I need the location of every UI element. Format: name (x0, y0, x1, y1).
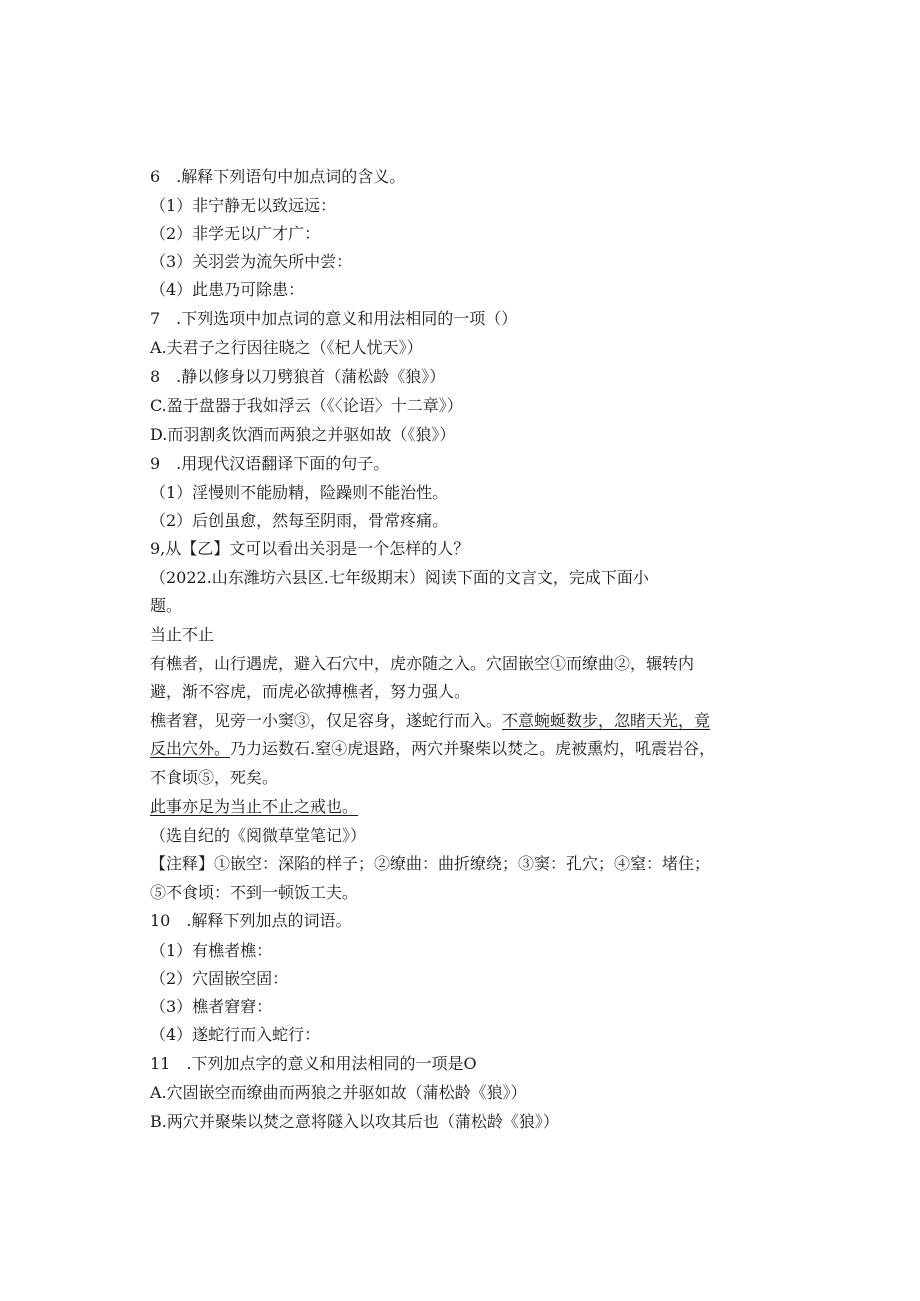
question-7: 7 .下列选项中加点词的意义和用法相同的一项（） (150, 309, 518, 328)
paragraph-1-line-2: 避，渐不容虎，而虎必欲搏樵者，努力强人。 (150, 682, 471, 701)
question-8-option-d: D.而羽割炙饮酒而两狼之并驱如故（《狼》） (150, 425, 456, 444)
question-10-item-3: （3）樵者窘窘： (150, 997, 273, 1016)
paragraph-1-line-1: 有樵者，山行遇虎，避入石穴中，虎亦随之入。穴固嵌空①而缭曲②，辗转内 (150, 654, 695, 673)
paragraph-3-underlined: 此事亦足为当止不止之戒也。 (150, 797, 359, 816)
question-10-item-1: （1）有樵者樵： (150, 941, 273, 960)
paragraph-2-text: 樵者窘，见旁一小窦③，仅足容身，遂蛇行而入。 (150, 711, 503, 730)
question-11-option-a: A.穴固嵌空而缭曲而两狼之并驱如故（蒲松龄《狼》） (150, 1083, 527, 1102)
question-11-option-b: B.两穴并聚柴以焚之意将隧入以攻其后也（蒲松龄《狼》） (150, 1112, 559, 1131)
underlined-sentence-end: 反出穴外。 (150, 739, 231, 758)
question-8-option-c: C.盈于盘器于我如浮云（《〈论语〉十二章》） (150, 396, 463, 415)
notes-line-2: ⑤不食顷：不到一顿饭工夫。 (150, 883, 359, 902)
paragraph-2-line-1 (150, 710, 710, 732)
question-10-item-4: （4）遂蛇行而入蛇行： (150, 1025, 321, 1044)
passage-title: 当止不止 (150, 625, 215, 644)
question-9-item-2: （2）后创虽愈，然每至阴雨，骨常疼痛。 (150, 511, 449, 530)
paragraph-2-line-2 (150, 738, 715, 760)
question-6-item-1: （1）非宁静无以致远远： (150, 196, 337, 215)
question-7-option-a: A.夫君子之行因往晓之（《杞人忧天》） (150, 338, 423, 357)
citation: （选自纪的《阅微草堂笔记》） (150, 826, 367, 845)
question-9: 9 .用现代汉语翻译下面的句子。 (150, 454, 390, 473)
notes-line-1: 【注释】①嵌空：深陷的样子；②缭曲：曲折缭绕；③窦：孔穴；④窒：堵住； (150, 854, 711, 873)
question-6-item-2: （2）非学无以广才广： (150, 224, 321, 243)
question-6-item-4: （4）此患乃可除患： (150, 280, 305, 299)
question-9-item-1: （1）淫慢则不能励精，险躁则不能治性。 (150, 483, 449, 502)
paragraph-2-line-3: 不食顷⑤，死矣。 (150, 768, 279, 787)
paragraph-2-text-cont: 乃力运数石.窒④虎退路，两穴并聚柴以焚之。虎被熏灼，吼震岩谷， (230, 739, 716, 758)
question-11: 11 .下列加点字的意义和用法相同的一项是O (150, 1054, 477, 1073)
question-6: 6 .解释下列语句中加点词的含义。 (150, 167, 406, 186)
question-8: 8 .静以修身以刀劈狼首（蒲松龄《狼》） (150, 367, 446, 386)
question-10-item-2: （2）穴固嵌空固： (150, 969, 289, 988)
underlined-sentence: 不意蜿蜒数步，忽睹天光，竟 (502, 711, 711, 730)
question-10: 10 .解释下列加点的词语。 (150, 911, 352, 930)
question-9b: 9,从【乙】文可以看出关羽是一个怎样的人？ (150, 539, 470, 558)
source-line-2: 题。 (150, 596, 183, 615)
source-line-1: （2022.山东潍坊六县区.七年级期末）阅读下面的文言文，完成下面小 (150, 568, 649, 587)
question-6-item-3: （3）关羽尝为流矢所中尝： (150, 252, 353, 271)
